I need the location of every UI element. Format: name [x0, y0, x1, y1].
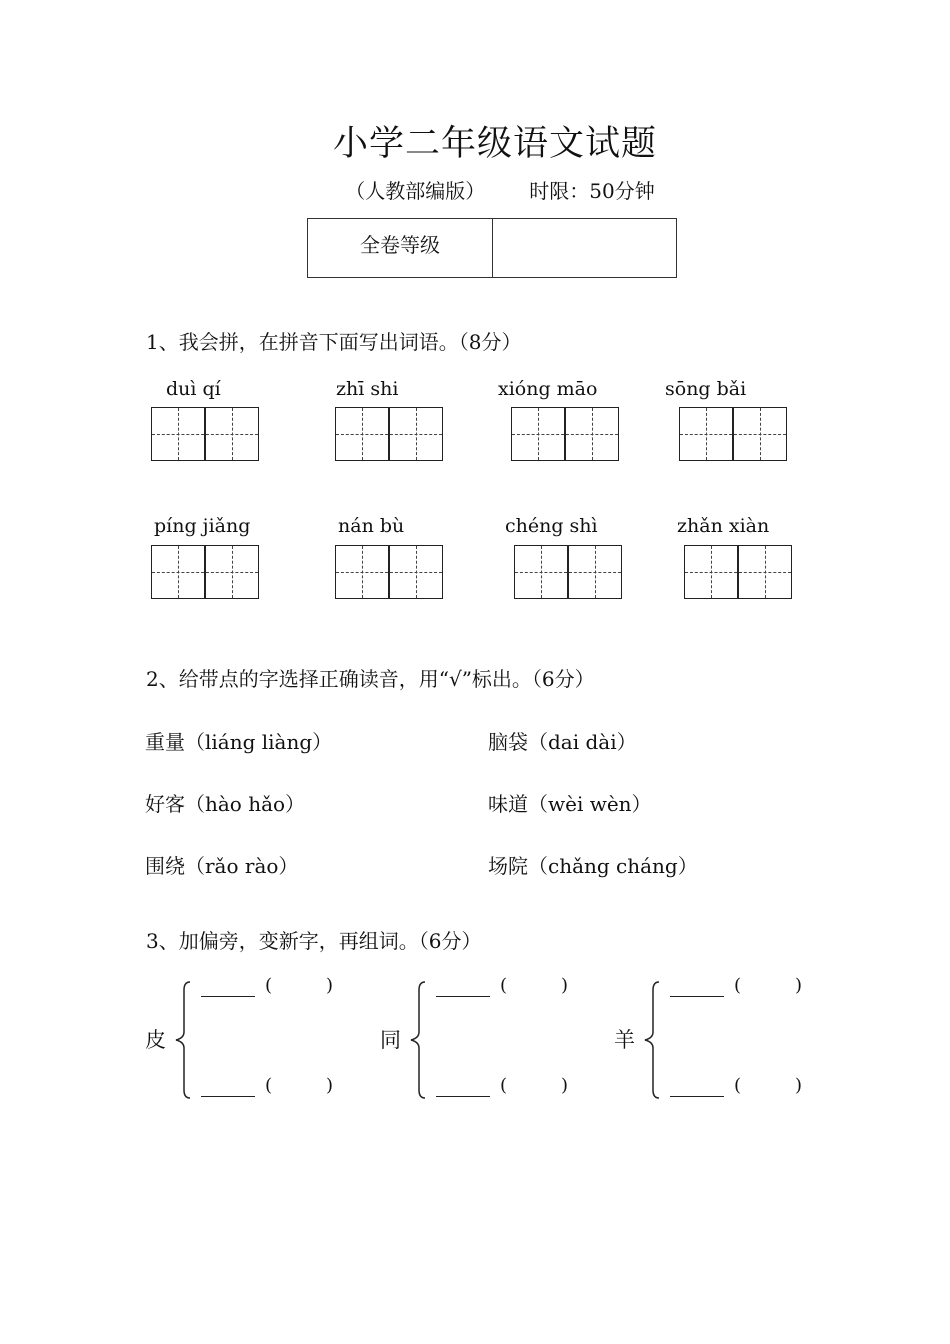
- q2-word: 重量: [145, 730, 185, 754]
- q1-answer-grid-5[interactable]: [151, 545, 259, 599]
- q1-pinyin-3: xióng māo: [498, 378, 598, 400]
- q3-base-char-1: 皮: [145, 1028, 166, 1052]
- q1-pinyin-1: duì qí: [166, 378, 221, 400]
- subtitle: [0, 175, 950, 204]
- q3-paren-open: (: [734, 1075, 742, 1096]
- q1-pinyin-4: sōng bǎi: [665, 378, 747, 400]
- q1-answer-grid-7[interactable]: [514, 545, 622, 599]
- q2-word: 场院: [488, 854, 528, 878]
- q2-options: （dai dài）: [528, 730, 637, 754]
- q3-paren-close: ): [326, 975, 334, 996]
- q3-paren-open: (: [265, 1075, 273, 1096]
- q2-item-5[interactable]: [145, 850, 298, 879]
- q3-blank-2b[interactable]: [436, 1096, 490, 1097]
- q2-word: 味道: [488, 792, 528, 816]
- q3-paren-close: ): [561, 1075, 569, 1096]
- q3-heading: 3、加偏旁，变新字，再组词。（6分）: [146, 929, 482, 953]
- q2-options: （chǎng cháng）: [528, 854, 698, 878]
- edition-label: （人教部编版）: [345, 179, 486, 203]
- q2-word: 围绕: [145, 854, 185, 878]
- q1-answer-grid-2[interactable]: [335, 407, 443, 461]
- q3-base-char-2: 同: [380, 1028, 401, 1052]
- q3-paren-close: ): [795, 975, 803, 996]
- q1-answer-grid-8[interactable]: [684, 545, 792, 599]
- q3-blank-3b[interactable]: [670, 1096, 724, 1097]
- q3-brace-1: [170, 980, 194, 1100]
- q3-blank-1a[interactable]: [201, 996, 255, 997]
- q2-item-6[interactable]: [488, 850, 698, 879]
- q3-paren-close: ): [795, 1075, 803, 1096]
- q3-paren-close: ): [326, 1075, 334, 1096]
- q1-pinyin-8: zhǎn xiàn: [677, 515, 770, 537]
- grade-box: [307, 218, 677, 278]
- q1-answer-grid-4[interactable]: [679, 407, 787, 461]
- q2-item-3[interactable]: [145, 788, 305, 817]
- q2-item-1[interactable]: [145, 726, 332, 755]
- q2-options: （rǎo rào）: [185, 854, 299, 878]
- q1-pinyin-2: zhī shi: [336, 378, 399, 400]
- page-title: 小学二年级语文试题: [332, 124, 657, 164]
- q2-item-4[interactable]: [488, 788, 652, 817]
- q2-word: 脑袋: [488, 730, 528, 754]
- q3-paren-open: (: [265, 975, 273, 996]
- q3-base-char-3: 羊: [614, 1028, 635, 1052]
- q3-paren-open: (: [500, 1075, 508, 1096]
- q1-answer-grid-6[interactable]: [335, 545, 443, 599]
- q1-heading: 1、我会拼，在拼音下面写出词语。（8分）: [146, 330, 522, 354]
- q2-options: （liáng liàng）: [185, 730, 333, 754]
- q3-blank-1b[interactable]: [201, 1096, 255, 1097]
- q1-answer-grid-3[interactable]: [511, 407, 619, 461]
- q2-heading: 2、给带点的字选择正确读音，用“√”标出。（6分）: [146, 667, 595, 691]
- q2-item-2[interactable]: [488, 726, 637, 755]
- q3-blank-2a[interactable]: [436, 996, 490, 997]
- q2-word: 好客: [145, 792, 185, 816]
- q1-answer-grid-1[interactable]: [151, 407, 259, 461]
- grade-label: 全卷等级: [308, 219, 493, 277]
- q2-options: （wèi wèn）: [528, 792, 652, 816]
- q3-blank-3a[interactable]: [670, 996, 724, 997]
- q3-paren-close: ): [561, 975, 569, 996]
- q3-paren-open: (: [500, 975, 508, 996]
- q1-pinyin-5: píng jiǎng: [154, 515, 251, 537]
- q2-options: （hào hǎo）: [185, 792, 306, 816]
- q3-brace-3: [639, 980, 663, 1100]
- q1-pinyin-6: nán bù: [338, 515, 405, 537]
- time-limit-label: 时限：50分钟: [529, 179, 655, 203]
- grade-value-field[interactable]: [493, 219, 676, 277]
- q1-pinyin-7: chéng shì: [505, 515, 598, 537]
- q3-brace-2: [405, 980, 429, 1100]
- q3-paren-open: (: [734, 975, 742, 996]
